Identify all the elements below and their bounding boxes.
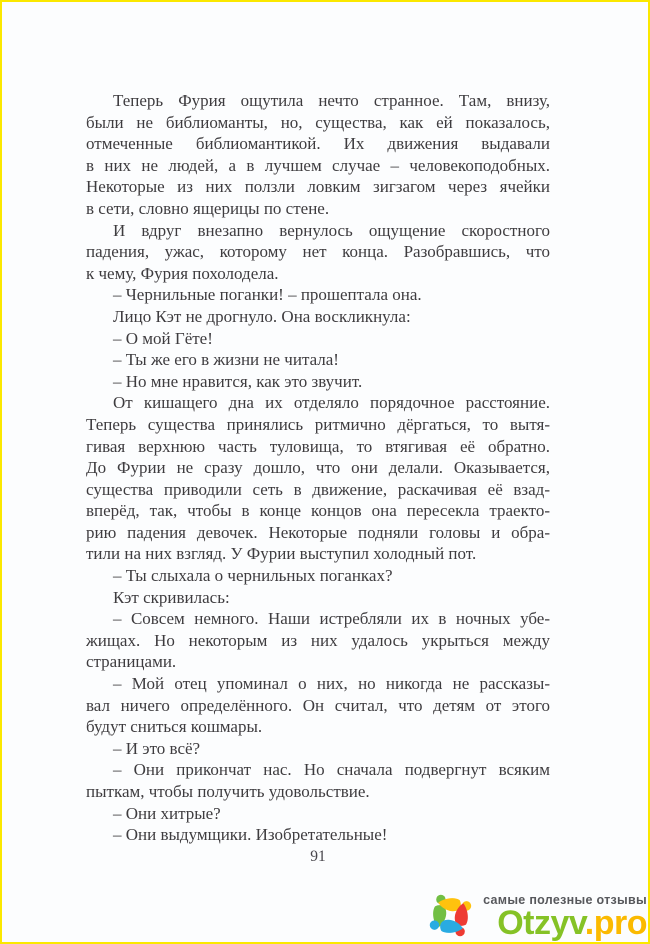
text-line: рию падения девочек. Некоторые подняли головы и обра- — [86, 522, 550, 542]
text-line: пыткам, чтобы получить удовольствие. — [86, 782, 370, 801]
text-line: будут сниться кошмары. — [86, 717, 263, 737]
text-line: – Они хитрые? — [113, 803, 221, 823]
text-line: в них не людей, а в лучшем случае – человекоподобных. — [86, 155, 550, 175]
page-text — [86, 90, 550, 846]
text-line: – Ты же его в жизни не читала! — [113, 350, 339, 370]
text-line: Лицо Кэт не дрогнуло. Она воскликнула: — [113, 306, 411, 326]
logo-text-pro: .pro — [584, 903, 647, 942]
text-line: – Но мне нравится, как это звучит. — [113, 371, 363, 391]
text-line: страницами. — [86, 652, 177, 672]
text-line: вперёд, так, чтобы в конце концов она пересекла траекто- — [86, 501, 550, 521]
text-line: падения, ужас, которому нет конца. Разобравшись, что — [86, 242, 550, 262]
text-line: – О мой Гёте! — [113, 328, 213, 348]
otzyv-watermark[interactable] — [427, 892, 648, 942]
text-line: гивая верхнюю часть туловища, то втягивая её обратно. — [86, 436, 550, 456]
brand-logo-text — [497, 903, 647, 942]
text-line: Кэт скривилась: — [113, 587, 230, 607]
logo-text-otzyv: Otzyv — [497, 903, 585, 942]
text-line: существа приводили сеть в движение, раскачивая её взад- — [86, 479, 550, 499]
text-line: были не библиоманты, но, существа, как ей показалось, — [86, 112, 550, 132]
text-line: тили на них взгляд. У Фурии выступил холодный пот. — [86, 544, 477, 564]
brand-text — [483, 892, 647, 942]
text-line: – Они прикончат нас. Но сначала подвергнут всяким — [113, 760, 550, 780]
text-line: До Фурии не сразу дошло, что они делали. Оказывается, — [86, 458, 550, 478]
text-line: к чему, Фурия похолодела. — [86, 263, 279, 283]
text-line: От кишащего дна их отделяло порядочное расстояние. — [113, 393, 550, 413]
text-line: – Ты слыхала о чернильных поганках? — [113, 566, 393, 586]
text-line: – Они выдумщики. Изобретательные! — [113, 825, 388, 845]
text-line: – Мой отец упоминал о них, но никогда не рассказы- — [113, 674, 550, 694]
text-line: – Совсем немного. Наши истребляли их в ночных убе- — [113, 609, 550, 629]
text-line: Теперь Фурия ощутила нечто странное. Там, внизу, — [113, 91, 550, 110]
text-line: вал ничего определённого. Он считал, что детям от этого — [86, 695, 550, 715]
brand-tagline: самые полезные отзывы — [483, 892, 647, 907]
otzyv-pinwheel-icon — [427, 892, 474, 939]
text-line: жищах. Но некоторым из них удалось укрыться между — [86, 630, 550, 650]
text-line: Некоторые из них ползли ловким зигзагом через ячейки — [86, 177, 550, 197]
text-line: в сети, словно ящерицы по стене. — [86, 198, 330, 218]
text-line: И вдруг внезапно вернулось ощущение скоростного — [113, 220, 550, 240]
text-line: отмеченные библиомантикой. Их движения выдавали — [86, 134, 550, 154]
text-line: Теперь существа принялись ритмично дёргаться, то вытя- — [86, 414, 550, 434]
text-line: – Чернильные поганки! – прошептала она. — [113, 285, 422, 305]
page-number: 91 — [310, 848, 326, 865]
text-line: – И это всё? — [113, 738, 201, 758]
